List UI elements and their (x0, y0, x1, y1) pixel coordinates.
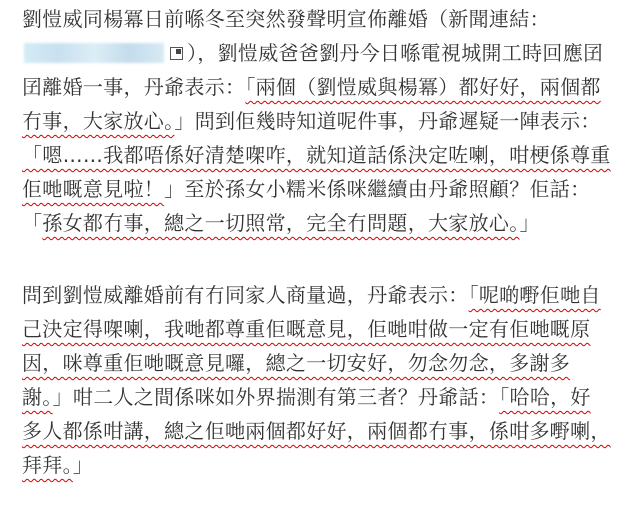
highlighted-quote: 己決定得㗎喇，我哋都尊重佢嘅意見，佢哋咁做一定有佢哋嘅原 (22, 317, 591, 341)
paragraph-1-line-5 (22, 138, 634, 172)
highlighted-quote: 冇事，大家放心。 (22, 109, 175, 133)
text-segment: 囝離婚一事，丹爺表示： (22, 75, 246, 99)
text-segment: 問到劉愷威離婚前有冇同家人商量過，丹爺表示： (22, 283, 469, 307)
text-segment: 」 (519, 211, 540, 235)
article-body (22, 2, 634, 482)
paragraph-2-line-4 (22, 380, 634, 414)
highlighted-quote: 「哈哈，好 (499, 385, 591, 409)
paragraph-1-line-2 (22, 36, 634, 70)
highlighted-quote: 佢哋嘅意見啦！ (22, 177, 165, 201)
highlighted-quote: 多人都係咁講，總之佢哋兩個都好好，兩個都冇事，係咁多嘢喇， (22, 419, 611, 443)
paragraph-1-line-6 (22, 172, 634, 206)
paragraph-2-line-1 (22, 278, 634, 312)
text-segment: 」 (72, 453, 94, 477)
text-segment: 」問到佢幾時知道呢件事，丹爺遲疑一陣表示： (174, 109, 601, 133)
paragraph-spacer (22, 240, 634, 278)
paragraph-1-line-3 (22, 70, 634, 104)
highlighted-quote: 「呢啲嘢佢哋自 (468, 283, 601, 307)
highlighted-quote: 謝。 (22, 385, 53, 409)
highlighted-quote: 孫女都冇事，總之一切照常，完全冇問題，大家放心。 (42, 211, 520, 235)
text-segment: ），劉愷威爸爸劉丹今日喺電視城開工時回應囝 (187, 41, 604, 65)
highlighted-quote: 拜拜。 (22, 453, 73, 477)
external-link-icon[interactable] (170, 47, 183, 60)
highlighted-quote: 「嗯……我都唔係好清楚㗎咋，就知道話係決定咗喇，咁梗係尊重 (22, 143, 611, 167)
paragraph-2-line-3 (22, 346, 634, 380)
text-segment: 」咁二人之間係咪如外界揣測有第三者？丹爺話： (52, 385, 500, 409)
highlighted-quote: 「兩個（劉愷威與楊冪）都好好，兩個都 (245, 75, 601, 99)
text-segment: 「 (22, 211, 43, 235)
highlighted-quote: 因，咪尊重佢哋嘅意見囉，總之一切安好，勿念勿念，多謝多 (22, 351, 571, 375)
paragraph-2-line-2 (22, 312, 634, 346)
paragraph-1-line-1 (22, 2, 634, 36)
paragraph-2-line-5 (22, 414, 634, 448)
text-segment: 」至於孫女小糯米係咪繼續由丹爺照顧？佢話： (164, 177, 591, 201)
paragraph-2-line-6 (22, 448, 634, 482)
paragraph-1-line-4 (22, 104, 634, 138)
news-link[interactable] (24, 43, 164, 63)
paragraph-1-line-7 (22, 206, 634, 240)
text-segment: 劉愷威同楊冪日前喺冬至突然發聲明宣佈離婚（新聞連結： (22, 7, 550, 31)
